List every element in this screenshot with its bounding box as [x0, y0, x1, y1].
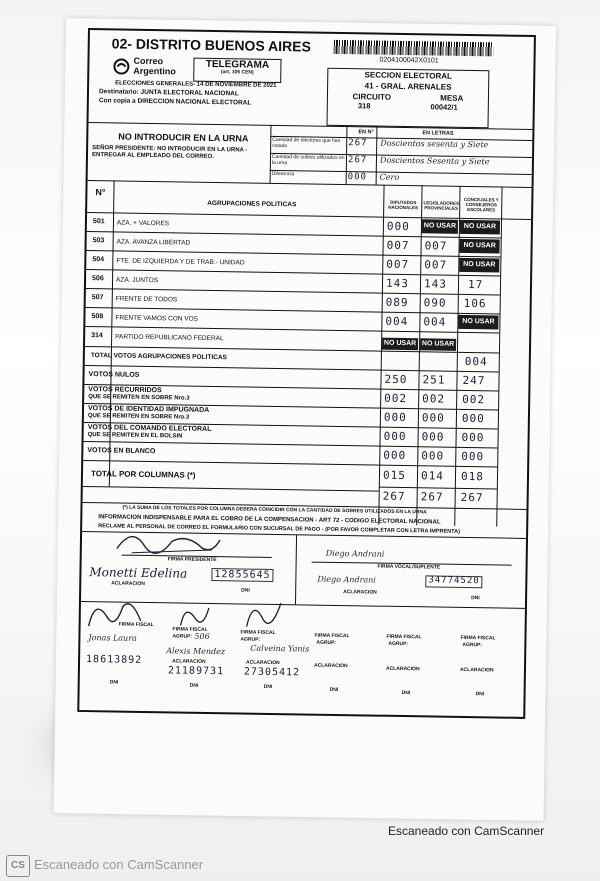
nulos-concejales: 247: [462, 373, 486, 388]
telegram-form: [77, 28, 536, 719]
fiscal-6-label: FIRMA FISCAL: [460, 634, 496, 642]
party-diputados: 000: [386, 219, 410, 234]
vocal-aclaracion: Diego Andrani: [317, 574, 376, 585]
total-col-diputados: 015: [382, 468, 406, 483]
col-legisladores-header: LEGISLADORES PROVINCIALES: [423, 200, 460, 211]
total-col-legisladores: 014: [420, 469, 444, 483]
urna-title: NO INTRODUCIR EN LA URNA: [118, 131, 249, 144]
total-col-concejales: 018: [460, 469, 484, 484]
party-name: FRENTE VAMOS CON VOS: [115, 314, 199, 323]
info-line-2: RECLAME AL PERSONAL DE CORREO EL FORMULARIO CON SUCURSAL DE PAGO - (POR FAVOR COMPLETAR CON LETRA IMPRENTA): [98, 523, 460, 535]
no-usar-leg: NO USAR: [422, 219, 458, 234]
fiscal-2-agrup-label: AGRUP:: [172, 633, 193, 640]
seccion-label: SECCION ELECTORAL: [364, 70, 453, 81]
total-agrup-label: TOTAL VOTOS AGRUPACIONES POLITICAS: [90, 352, 227, 362]
circuito-value: 318: [357, 101, 371, 111]
presidente-aclaracion-label: ACLARACION: [111, 580, 145, 587]
party-diputados: 007: [386, 238, 410, 253]
fiscal-2-name: Alexis Mendez: [166, 646, 226, 657]
party-name: FTE. DE IZQUIERDA Y DE TRAB.- UNIDAD: [116, 257, 245, 267]
camscanner-watermark-right: Escaneado con CamScanner: [388, 824, 545, 838]
vocal-dni: 34774520: [425, 575, 483, 588]
party-diputados: 007: [386, 257, 410, 272]
recurridos-label: VOTOS RECURRIDOS: [88, 386, 162, 395]
vocal-aclaracion-label: ACLARACION: [343, 589, 377, 596]
firma-vocal-label: FIRMA VOCAL/SUPLENTE: [377, 563, 441, 571]
mesa-value: 00042/1: [430, 102, 458, 113]
party-number: 314: [91, 332, 103, 340]
party-diputados: 143: [385, 276, 410, 291]
fiscal-2-aclaracion-label: ACLARACION: [172, 658, 206, 665]
seccion-box: [326, 68, 489, 129]
party-number: 507: [91, 294, 104, 302]
fiscal-6-agrup-label: AGRUP:: [462, 641, 483, 649]
party-number: 504: [92, 256, 105, 264]
fiscal-3-agrup-label: AGRUP:: [240, 636, 261, 643]
urna-col-letters: EN LETRAS: [422, 130, 454, 137]
fiscal-4-label: FIRMA FISCAL: [314, 632, 350, 640]
party-name: AZA. + VALORES: [116, 219, 170, 228]
vocal-dni-label: DNI: [471, 595, 480, 602]
fiscal-6-dni-label: DNI: [475, 691, 485, 698]
blanco-diputados: 000: [383, 448, 407, 463]
party-legisladores: 007: [424, 239, 448, 253]
no-usar-con: NO USAR: [460, 239, 500, 254]
camscanner-watermark-left: Escaneado con CamScanner: [34, 857, 204, 872]
barcode-text: 0204100042X0101: [379, 56, 439, 65]
col-agrup-header: AGRUPACIONES POLITICAS: [207, 199, 297, 209]
fiscal-2-dni: 21189731: [167, 665, 225, 678]
seccion-value: 41 - GRAL. ARENALES: [364, 81, 452, 92]
party-diputados: 089: [385, 295, 409, 310]
urna-instruction: SEÑOR PRESIDENTE: NO INTRODUCIR EN LA URNA - ENTREGAR AL EMPLEADO DEL CORREO.: [91, 145, 248, 160]
urna-row-num: 267: [348, 138, 368, 149]
comando-label: VOTOS DEL COMANDO ELECTORAL: [87, 424, 212, 433]
urna-row-num: 267: [347, 155, 368, 166]
fiscal-3-aclaracion-label: ACLARACION: [246, 659, 280, 667]
recurridos-concejales: 002: [462, 392, 486, 407]
blanco-label: VOTOS EN BLANCO: [87, 447, 156, 456]
total-agrup-concejales: 004: [464, 354, 488, 369]
party-number: 501: [92, 218, 105, 226]
recurridos-legisladores: 002: [422, 392, 446, 406]
fiscal-4-agrup-label: AGRUP:: [316, 639, 337, 646]
party-legisladores: 007: [424, 258, 448, 272]
urna-row-label: Cantidad de sobres utilizados en la urna: [271, 153, 345, 166]
fiscal-5-dni-label: DNI: [401, 690, 411, 697]
col-n-header: N°: [95, 187, 106, 198]
party-concejales: 106: [463, 296, 487, 311]
comando-concejales: 000: [461, 430, 485, 445]
logo-line-1: Correo: [133, 55, 164, 67]
nulos-diputados: 250: [384, 372, 408, 387]
nulos-legisladores: 251: [422, 373, 446, 387]
presidente-dni: 12855645: [211, 568, 273, 582]
party-name: PARTIDO REPUBLICANO FEDERAL: [115, 333, 224, 343]
telegrama-box: [193, 58, 281, 83]
fiscal-1-dni: 18613892: [85, 654, 143, 666]
barcode: [334, 40, 494, 57]
party-name: FRENTE DE TODOS: [115, 295, 178, 304]
urna-row-label: Diferencia: [271, 170, 295, 178]
no-usar-con: NO USAR: [459, 258, 499, 273]
logo-line-2: Argentino: [133, 65, 176, 77]
grand-total-legisladores: 267: [420, 490, 444, 504]
blanco-concejales: 000: [461, 449, 485, 464]
party-legisladores: 143: [423, 277, 447, 291]
no-usar-dip: NO USAR: [382, 338, 418, 351]
info-line-1: INFORMACION INDISPENSABLE PARA EL COBRO DE LA COMPENSACION - ART 72 - CODIGO ELECTORAL NACIONAL: [98, 514, 441, 526]
grand-total-concejales: 267: [460, 490, 484, 505]
party-legisladores: 004: [423, 315, 447, 329]
comando-diputados: 000: [383, 429, 407, 444]
nulos-label: VOTOS NULOS: [88, 371, 140, 379]
party-name: AZA. JUNTOS: [115, 276, 159, 285]
identidad-legisladores: 000: [421, 411, 445, 425]
identidad-diputados: 000: [383, 410, 407, 425]
mesa-label: MESA: [440, 93, 464, 103]
urna-col-num: EN N°: [358, 129, 374, 136]
grand-total-diputados: 267: [382, 489, 406, 504]
fiscal-1-name: Jonas Laura: [88, 633, 137, 643]
identidad-concejales: 000: [461, 411, 485, 426]
fiscal-3-dni: 27305412: [243, 666, 301, 679]
urna-row-num: 000: [347, 172, 368, 183]
telegrama-label: TELEGRAMA: [205, 58, 270, 71]
presidente-name: Monetti Edelina: [89, 565, 188, 581]
identidad-sub: QUE SE REMITEN EN SOBRE Nro.3: [87, 413, 190, 421]
circuito-label: CIRCUITO: [352, 91, 392, 102]
fiscal-5-label: FIRMA FISCAL: [386, 633, 422, 641]
telegrama-sub: (art. 105 CEN): [220, 69, 254, 76]
col-concejales-header: CONCEJALES Y CONSEJEROS ESCOLARES: [463, 196, 499, 213]
totals-footnote: (*) LA SUMA DE LOS TOTALES POR COLUMNA DEBERA COINCIDIR CON LA CANTIDAD DE SOBRES UTILIZADOS EN LA URNA: [122, 504, 427, 516]
fiscal-3-name: Calveina Yanis: [250, 643, 310, 654]
urna-row-letters: Doscientos sesenta y Siete: [380, 138, 489, 150]
recurridos-sub: QUE SE REMITEN EN SOBRE Nro.3: [88, 394, 190, 402]
total-col-label: TOTAL POR COLUMNAS (*): [90, 469, 196, 480]
no-usar-con: NO USAR: [458, 315, 498, 330]
fiscal-2-dni-label: DNI: [189, 682, 199, 689]
fiscal-3-label: FIRMA FISCAL: [240, 629, 276, 637]
vocal-name: Diego Andrani: [325, 548, 385, 559]
firma-presidente-label: FIRMA PRESIDENTE: [167, 556, 217, 564]
urna-row-letters: Doscientos Sesenta y Siete: [379, 155, 490, 167]
fiscal-2-label: FIRMA FISCAL: [172, 626, 208, 633]
party-name: AZA. AVANZA LIBERTAD: [116, 238, 191, 247]
party-diputados: 004: [385, 314, 409, 329]
party-number: 503: [92, 237, 105, 245]
fiscal-3-dni-label: DNI: [263, 683, 273, 690]
destinatario-line: Destinatario: JUNTA ELECTORAL NACIONAL: [98, 88, 239, 98]
comando-legisladores: 000: [421, 430, 445, 444]
blanco-legisladores: 000: [421, 449, 445, 463]
copia-line: Con copia a DIRECCION NACIONAL ELECTORAL: [98, 97, 252, 107]
fiscal-3-signature: [241, 598, 286, 633]
district-title: 02- DISTRITO BUENOS AIRES: [111, 35, 312, 55]
urna-row-label: Cantidad de electores que han votado: [272, 136, 341, 149]
comando-sub: QUE SE REMITEN EN EL BOLSIN: [87, 432, 183, 440]
party-number: 506: [92, 275, 104, 283]
identidad-label: VOTOS DE IDENTIDAD IMPUGNADA: [87, 405, 210, 414]
fiscal-2-agrup: 506: [194, 631, 210, 641]
no-usar-leg: NO USAR: [420, 338, 456, 351]
camscanner-logo-icon: CS: [6, 855, 30, 877]
fiscal-6-aclaracion-label: ACLARACION: [459, 666, 494, 674]
col-diputados-header: DIPUTADOS NACIONALES: [388, 199, 419, 211]
fiscal-4-dni-label: DNI: [329, 686, 339, 694]
party-concejales: 17: [467, 278, 484, 292]
no-usar-con: NO USAR: [460, 220, 500, 235]
urna-row-letters: Cero: [379, 172, 400, 182]
recurridos-diputados: 002: [384, 391, 408, 406]
fiscal-4-aclaracion-label: ACLARACION: [313, 662, 348, 670]
party-legisladores: 090: [423, 296, 447, 310]
presidente-dni-label: DNI: [241, 587, 250, 594]
party-number: 508: [91, 313, 104, 321]
fiscal-1-dni-label: DNI: [109, 679, 119, 686]
fiscal-1-label: FIRMA FISCAL: [118, 621, 154, 629]
correo-logo-icon: [113, 58, 131, 74]
elecciones-line: ELECCIONES GENERALES- 14 DE NOVIEMBRE DE 2021: [115, 80, 277, 89]
correo-logo: [113, 56, 183, 77]
fiscal-5-agrup-label: AGRUP:: [388, 640, 409, 648]
fiscal-5-aclaracion-label: ACLARACION: [385, 665, 420, 673]
